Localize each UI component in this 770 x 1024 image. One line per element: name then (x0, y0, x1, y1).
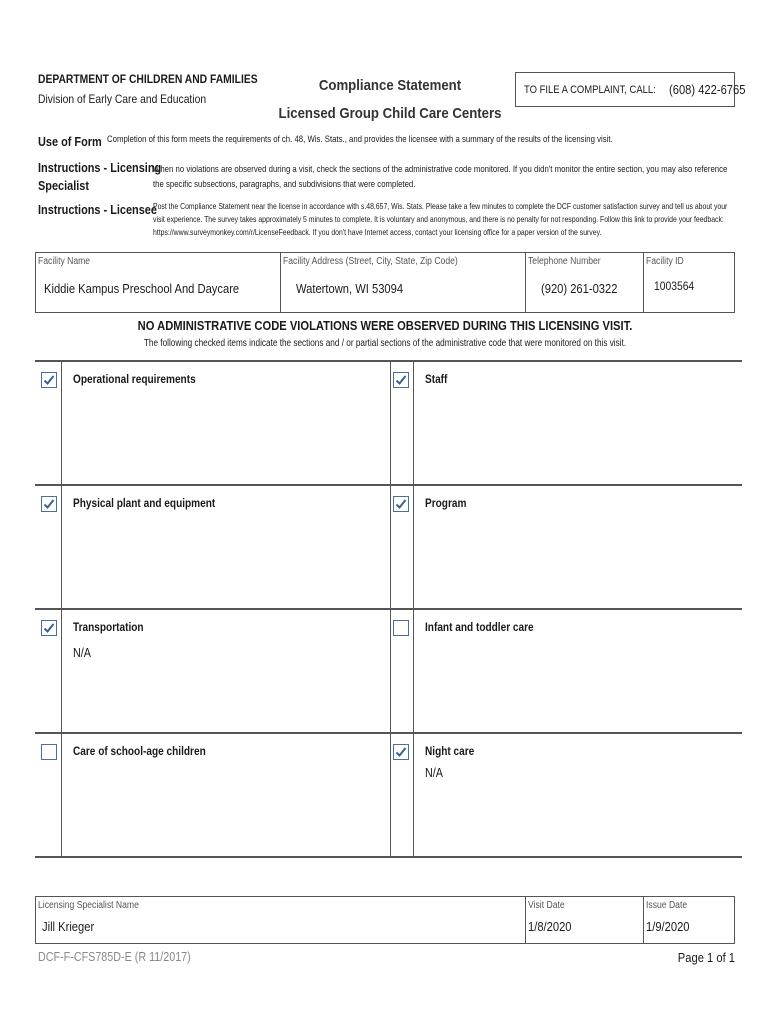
licensee-instructions-label: Instructions - Licensee (38, 202, 157, 217)
transportation-note: N/A (73, 646, 91, 660)
physical-plant-checkbox[interactable] (41, 496, 57, 512)
specialist-name-cell (36, 897, 526, 943)
specialist-instructions-text: When no violations are observed during a visit, check the sections of the administrative code monitored. If you didn't monitor the entire section, you may also reference (153, 164, 728, 175)
form-subtitle: Licensed Group Child Care Centers (278, 105, 502, 122)
facility-address-cell (281, 253, 526, 312)
specialist-instructions-text-2: the specific subsections, paragraphs, and subdivisions that were completed. (153, 179, 416, 190)
grid-divider (35, 360, 742, 362)
operational-requirements-label: Operational requirements (73, 372, 196, 386)
transportation-checkbox[interactable] (41, 620, 57, 636)
specialist-instructions-label-2: Specialist (38, 178, 89, 193)
night-care-label: Night care (425, 744, 475, 758)
program-label: Program (425, 496, 467, 510)
specialist-instructions-label: Instructions - Licensing (38, 160, 162, 175)
issue-date-cell (644, 897, 736, 943)
checkmark-icon (395, 374, 407, 386)
specialist-info-table (35, 896, 735, 944)
facility-address-header: Facility Address (Street, City, State, Zip Code) (283, 256, 458, 267)
grid-divider (61, 360, 62, 858)
licensee-instructions-text-3: https://www.surveymonkey.com/r/LicenseFeedback. If you don't have Internet access, contact your licensing office for a paper version of the survey. (153, 227, 602, 237)
complaint-box (515, 72, 746, 107)
visit-date: 1/8/2020 (528, 919, 572, 934)
checkmark-icon (395, 498, 407, 510)
use-of-form-label: Use of Form (38, 134, 102, 149)
grid-divider (35, 608, 742, 610)
facility-phone: (920) 261-0322 (541, 281, 618, 296)
facility-name: Kiddie Kampus Preschool And Daycare (44, 281, 240, 296)
checkmark-icon (43, 498, 55, 510)
checkmark-icon (43, 374, 55, 386)
form-number: DCF-F-CFS785D-E (R 11/2017) (38, 950, 191, 964)
operational-requirements-checkbox[interactable] (41, 372, 57, 388)
monitored-items-note: The following checked items indicate the sections and / or partial sections of the administrative code that were monitored on this visit. (143, 338, 627, 349)
no-violations-headline: NO ADMINISTRATIVE CODE VIOLATIONS WERE OBSERVED DURING THIS LICENSING VISIT. (137, 318, 633, 333)
visit-date-header: Visit Date (528, 900, 565, 911)
school-age-checkbox[interactable] (41, 744, 57, 760)
form-title: Compliance Statement (318, 77, 462, 94)
department-name: DEPARTMENT OF CHILDREN AND FAMILIES (38, 72, 258, 86)
facility-phone-cell (526, 253, 644, 312)
transportation-label: Transportation (73, 620, 144, 634)
grid-divider (35, 484, 742, 486)
monitored-sections-grid (35, 360, 742, 858)
physical-plant-label: Physical plant and equipment (73, 496, 216, 510)
division-name: Division of Early Care and Education (38, 92, 207, 106)
grid-divider (35, 732, 742, 734)
night-care-note: N/A (425, 766, 443, 780)
licensee-instructions-text: Post the Compliance Statement near the license in accordance with s.48.657, Wis. Stats. Please take a few minutes to complete the DCF customer satisfaction survey and tell us about your (153, 201, 728, 211)
specialist-name: Jill Krieger (42, 919, 95, 934)
facility-name-header: Facility Name (38, 256, 91, 267)
program-checkbox[interactable] (393, 496, 409, 512)
facility-id: 1003564 (654, 279, 695, 293)
night-care-checkbox[interactable] (393, 744, 409, 760)
use-of-form-text: Completion of this form meets the requirements of ch. 48, Wis. Stats., and provides the licensee with a summary of the results of the licensing visit. (107, 134, 613, 145)
facility-address: Watertown, WI 53094 (296, 281, 404, 296)
staff-checkbox[interactable] (393, 372, 409, 388)
infant-toddler-label: Infant and toddler care (425, 620, 534, 634)
facility-id-cell (644, 253, 736, 312)
specialist-name-header: Licensing Specialist Name (38, 900, 139, 911)
staff-label: Staff (425, 372, 448, 386)
licensee-instructions-text-2: visit experience. The survey takes approximately 5 minutes to complete. It is voluntary and anonymous, and there is no penalty for not responding. Follow this link to provide your feedback: (153, 214, 724, 224)
visit-date-cell (526, 897, 644, 943)
checkmark-icon (43, 622, 55, 634)
issue-date: 1/9/2020 (646, 919, 690, 934)
grid-divider (413, 360, 414, 858)
complaint-label: TO FILE A COMPLAINT, CALL: (524, 83, 656, 96)
issue-date-header: Issue Date (646, 900, 688, 911)
page-number: Page 1 of 1 (677, 950, 735, 965)
complaint-phone: (608) 422-6765 (669, 82, 746, 97)
infant-toddler-checkbox[interactable] (393, 620, 409, 636)
facility-id-header: Facility ID (646, 256, 684, 267)
grid-divider (35, 856, 742, 858)
grid-divider (390, 360, 391, 858)
school-age-label: Care of school-age children (73, 744, 206, 758)
facility-phone-header: Telephone Number (528, 256, 601, 267)
checkmark-icon (395, 746, 407, 758)
facility-name-cell (36, 253, 281, 312)
facility-info-table (35, 252, 735, 313)
